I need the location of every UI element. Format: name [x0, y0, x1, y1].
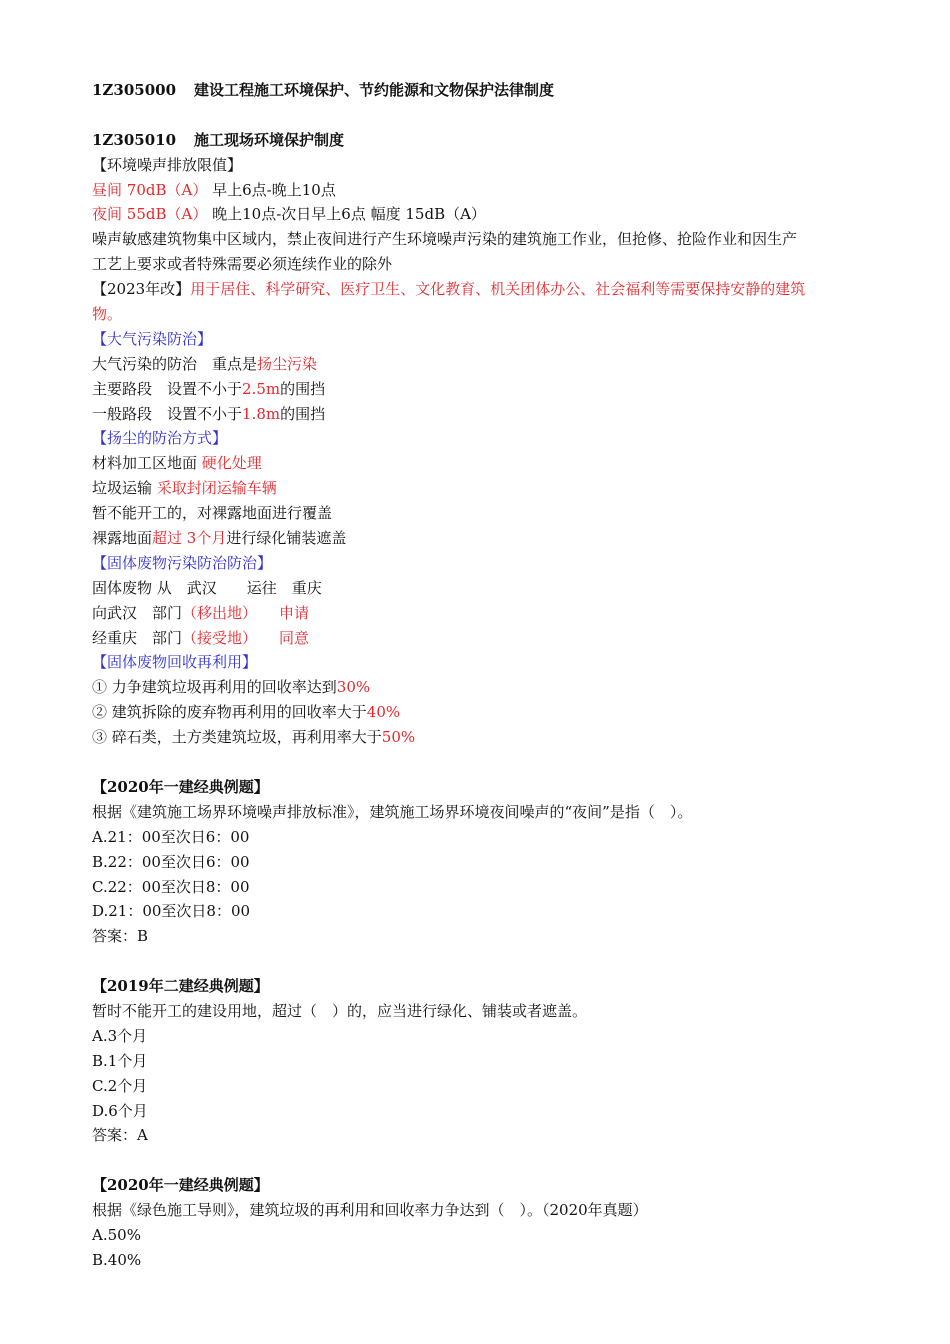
- document-page: [92, 78, 892, 1273]
- night-label: 夜间: [92, 205, 123, 224]
- dust-item-4: 裸露地面超过 3个月进行绿化铺装遮盖: [92, 529, 347, 548]
- q1-option-d: D.21：00至次日8：00: [92, 902, 251, 921]
- q2-stem: 暂时不能开工的建设用地，超过（ ）的，应当进行绿化、铺装或者遮盖。: [92, 1001, 588, 1020]
- dust-title: 【扬尘的防治方式】: [92, 429, 228, 448]
- chapter-code: 1Z305000: [92, 81, 177, 99]
- noise-night-line: [92, 202, 892, 227]
- q1-option-c: C.22：00至次日8：00: [92, 877, 250, 896]
- q3-title: 【2020年一建经典例题】: [92, 1176, 269, 1195]
- q1-answer: 答案：B: [92, 927, 149, 946]
- chapter-heading: [92, 78, 892, 103]
- solid-line-1: 固体废物 从 武汉 运往 重庆: [92, 578, 322, 597]
- day-value: 70dB（A）: [126, 180, 208, 199]
- chapter-title: 建设工程施工环境保护、节约能源和文物保护法律制度: [194, 81, 555, 99]
- air-general-road: 一般路段 设置不小于1.8m的围挡: [92, 404, 326, 423]
- q2-title: 【2019年二建经典例题】: [92, 977, 269, 996]
- night-value: 55dB（A）: [126, 205, 208, 224]
- q3-stem: 根据《绿色施工导则》，建筑垃圾的再利用和回收率力争达到（ ）。（2020年真题）: [92, 1201, 648, 1220]
- section-code: 1Z305010: [92, 130, 177, 149]
- solid-line-3: 经重庆 部门（接受地） 同意: [92, 628, 310, 647]
- q1-option-a: A.21：00至次日6：00: [92, 827, 250, 846]
- q2-answer: 答案：A: [92, 1126, 148, 1145]
- air-main-road: 主要路段 设置不小于2.5m的围挡: [92, 379, 326, 398]
- solid-line-2: 向武汉 部门（移出地） 申请: [92, 603, 310, 622]
- noise-change-line1: [92, 277, 892, 302]
- q2-option-a: A.3个月: [92, 1026, 148, 1045]
- recycle-title: 【固体废物回收再利用】: [92, 653, 258, 672]
- change-text: 用于居住、科学研究、医疗卫生、文化教育、机关团体办公、社会福利等需要保持安静的建筑: [190, 280, 806, 299]
- day-label: 昼间: [92, 180, 123, 199]
- section-heading: [92, 128, 892, 153]
- dust-item-1: 材料加工区地面 硬化处理: [92, 454, 262, 473]
- change-tag: 【2023年改】: [92, 280, 191, 299]
- q3-option-a: A.50%: [92, 1225, 141, 1244]
- day-time: 早上6点-晚上10点: [212, 180, 336, 199]
- air-focus-value: 扬尘污染: [257, 354, 318, 373]
- air-title: 【大气污染防治】: [92, 329, 213, 348]
- general-road-height: 1.8m: [242, 404, 281, 423]
- night-amplitude: 幅度 15dB（A）: [370, 205, 486, 224]
- q2-option-c: C.2个月: [92, 1076, 148, 1095]
- section-title: 施工现场环境保护制度: [194, 130, 345, 149]
- recycle-item-3: ③ 碎石类，土方类建筑垃圾，再利用率大于50%: [92, 728, 416, 747]
- air-focus: 大气污染的防治 重点是扬尘污染: [92, 354, 318, 373]
- noise-day-line: [92, 178, 892, 203]
- q1-stem: 根据《建筑施工场界环境噪声排放标准》，建筑施工场界环境夜间噪声的“夜间”是指（ ）。: [92, 802, 693, 821]
- dust-item-3: 暂不能开工的，对裸露地面进行覆盖: [92, 504, 333, 523]
- noise-paragraph-line1: 噪声敏感建筑物集中区域内，禁止夜间进行产生环境噪声污染的建筑施工作业，但抢修、抢险作业和因生产: [92, 230, 798, 249]
- noise-title: 【环境噪声排放限值】: [92, 155, 243, 174]
- recycle-item-2: ② 建筑拆除的废弃物再利用的回收率大于40%: [92, 703, 401, 722]
- main-road-height: 2.5m: [242, 379, 281, 398]
- night-time: 晚上10点-次日早上6点: [212, 205, 366, 224]
- q2-option-b: B.1个月: [92, 1051, 148, 1070]
- q1-option-b: B.22：00至次日6：00: [92, 852, 250, 871]
- recycle-item-1: ① 力争建筑垃圾再利用的回收率达到30%: [92, 678, 371, 697]
- solid-title: 【固体废物污染防治防治】: [92, 553, 273, 572]
- q3-option-b: B.40%: [92, 1250, 142, 1269]
- noise-paragraph-line2: 工艺上要求或者特殊需要必须连续作业的除外: [92, 255, 393, 274]
- dust-item-2: 垃圾运输 采取封闭运输车辆: [92, 479, 277, 498]
- noise-change-line2: 物。: [92, 305, 123, 324]
- q2-option-d: D.6个月: [92, 1101, 148, 1120]
- q1-title: 【2020年一建经典例题】: [92, 777, 269, 796]
